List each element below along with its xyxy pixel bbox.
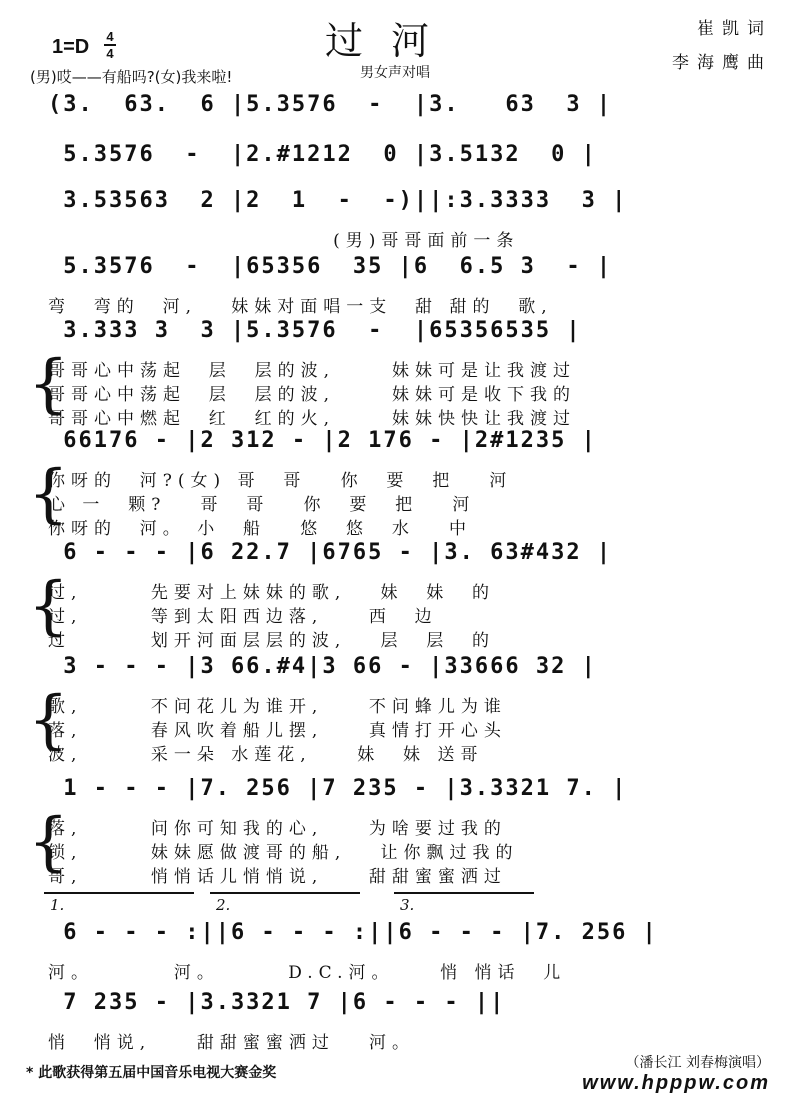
lyric-line-5-3: 哥哥心中燃起 红 红的火, 妹妹快快让我渡过 — [48, 409, 577, 429]
lyric-line-11-1: 悄 悄说, 甜甜蜜蜜洒过 河。 — [48, 1033, 416, 1053]
lyric-line-3-1: (男)哥哥面前一条 — [48, 231, 520, 251]
notation-line-7: 6 - - - |6 22.7 |6765 - |3. 63#432 | — [48, 540, 613, 565]
time-signature-bottom: 4 — [106, 46, 114, 61]
notation-line-5: 3.333 3 3 |5.3576 - |65356535 | — [48, 318, 582, 343]
volta-3: 3. — [400, 896, 415, 914]
lyric-line-7-3: 过 划开河面层层的波, 层 层 的 — [48, 631, 496, 651]
lyric-line-8-1: 歌, 不问花儿为谁开, 不问蜂儿为谁 — [48, 697, 507, 717]
intro-line: (男)哎——有船吗?(女)我来啦! — [30, 68, 233, 86]
lyric-line-5-1: 哥哥心中荡起 层 层的波, 妹妹可是让我渡过 — [48, 361, 577, 381]
notation-line-6: 66176 - |2 312 - |2 176 - |2#1235 | — [48, 428, 597, 453]
lyric-line-5-2: 哥哥心中荡起 层 层的波, 妹妹可是收下我的 — [48, 385, 577, 405]
lyric-line-6-1: 你呀的 河?(女) 哥 哥 你 要 把 河 — [48, 471, 513, 491]
lyric-line-7-1: 过, 先要对上妹妹的歌, 妹 妹 的 — [48, 583, 496, 603]
lyric-line-8-3: 波, 采一朵 水莲花, 妹 妹 送哥 — [48, 745, 484, 765]
volta-bracket-2 — [210, 892, 360, 894]
singers-credit: （潘长江 刘春梅演唱） — [625, 1055, 770, 1071]
lyric-line-4-1: 弯 弯的 河, 妹妹对面唱一支 甜 甜的 歌, — [48, 297, 553, 317]
award-footnote: * 此歌获得第五届中国音乐电视大赛金奖 — [26, 1065, 277, 1081]
lyric-line-9-1: 落, 问你可知我的心, 为啥要过我的 — [48, 819, 507, 839]
verse-brace: { — [28, 457, 69, 531]
lyric-line-6-3: 你呀的 河。 小 船 悠 悠 水 中 — [48, 519, 473, 539]
time-signature — [104, 30, 116, 60]
lyric-line-9-3: 哥, 悄悄话儿悄悄说, 甜甜蜜蜜洒过 — [48, 867, 507, 887]
notation-line-10: 6 - - - :||6 - - - :||6 - - - |7. 256 | — [48, 920, 658, 945]
lyric-line-8-2: 落, 春风吹着船儿摆, 真情打开心头 — [48, 721, 507, 741]
volta-2: 2. — [216, 896, 231, 914]
verse-brace: { — [28, 347, 69, 421]
verse-brace: { — [28, 683, 69, 757]
notation-line-8: 3 - - - |3 66.#4|3 66 - |33666 32 | — [48, 654, 597, 679]
volta-1: 1. — [50, 896, 65, 914]
verse-brace: { — [28, 569, 69, 643]
notation-line-3: 3.53563 2 |2 1 - -)||:3.3333 3 | — [48, 188, 628, 213]
notation-line-2: 5.3576 - |2.#1212 0 |3.5132 0 | — [48, 142, 597, 167]
key-signature: 1=D — [52, 36, 90, 58]
volta-bracket-3 — [394, 892, 534, 894]
notation-line-4: 5.3576 - |65356 35 |6 6.5 3 - | — [48, 254, 613, 279]
lyric-line-9-2: 锁, 妹妹愿做渡哥的船, 让你飘过我的 — [48, 843, 519, 863]
lyricist-credit: 崔凯词 — [697, 19, 772, 39]
song-title: 过河 — [325, 19, 458, 63]
verse-brace: { — [28, 805, 69, 879]
notation-line-1: (3. 63. 6 |5.3576 - |3. 63 3 | — [48, 92, 613, 117]
lyric-line-10-1: 河。 河。 D.C.河。 悄 悄话 儿 — [48, 963, 567, 983]
composer-credit: 李海鹰曲 — [672, 53, 772, 73]
notation-line-11: 7 235 - |3.3321 7 |6 - - - || — [48, 990, 506, 1015]
volta-bracket-1 — [44, 892, 194, 894]
notation-line-9: 1 - - - |7. 256 |7 235 - |3.3321 7. | — [48, 776, 628, 801]
performance-style: 男女声对唱 — [360, 65, 430, 81]
lyric-line-7-2: 过, 等到太阳西边落, 西 边 — [48, 607, 438, 627]
lyric-line-6-2: 心 一 颗? 哥 哥 你 要 把 河 — [48, 495, 476, 515]
website-watermark: www.hpppw.com — [582, 1072, 770, 1094]
time-signature-top: 4 — [106, 29, 114, 44]
